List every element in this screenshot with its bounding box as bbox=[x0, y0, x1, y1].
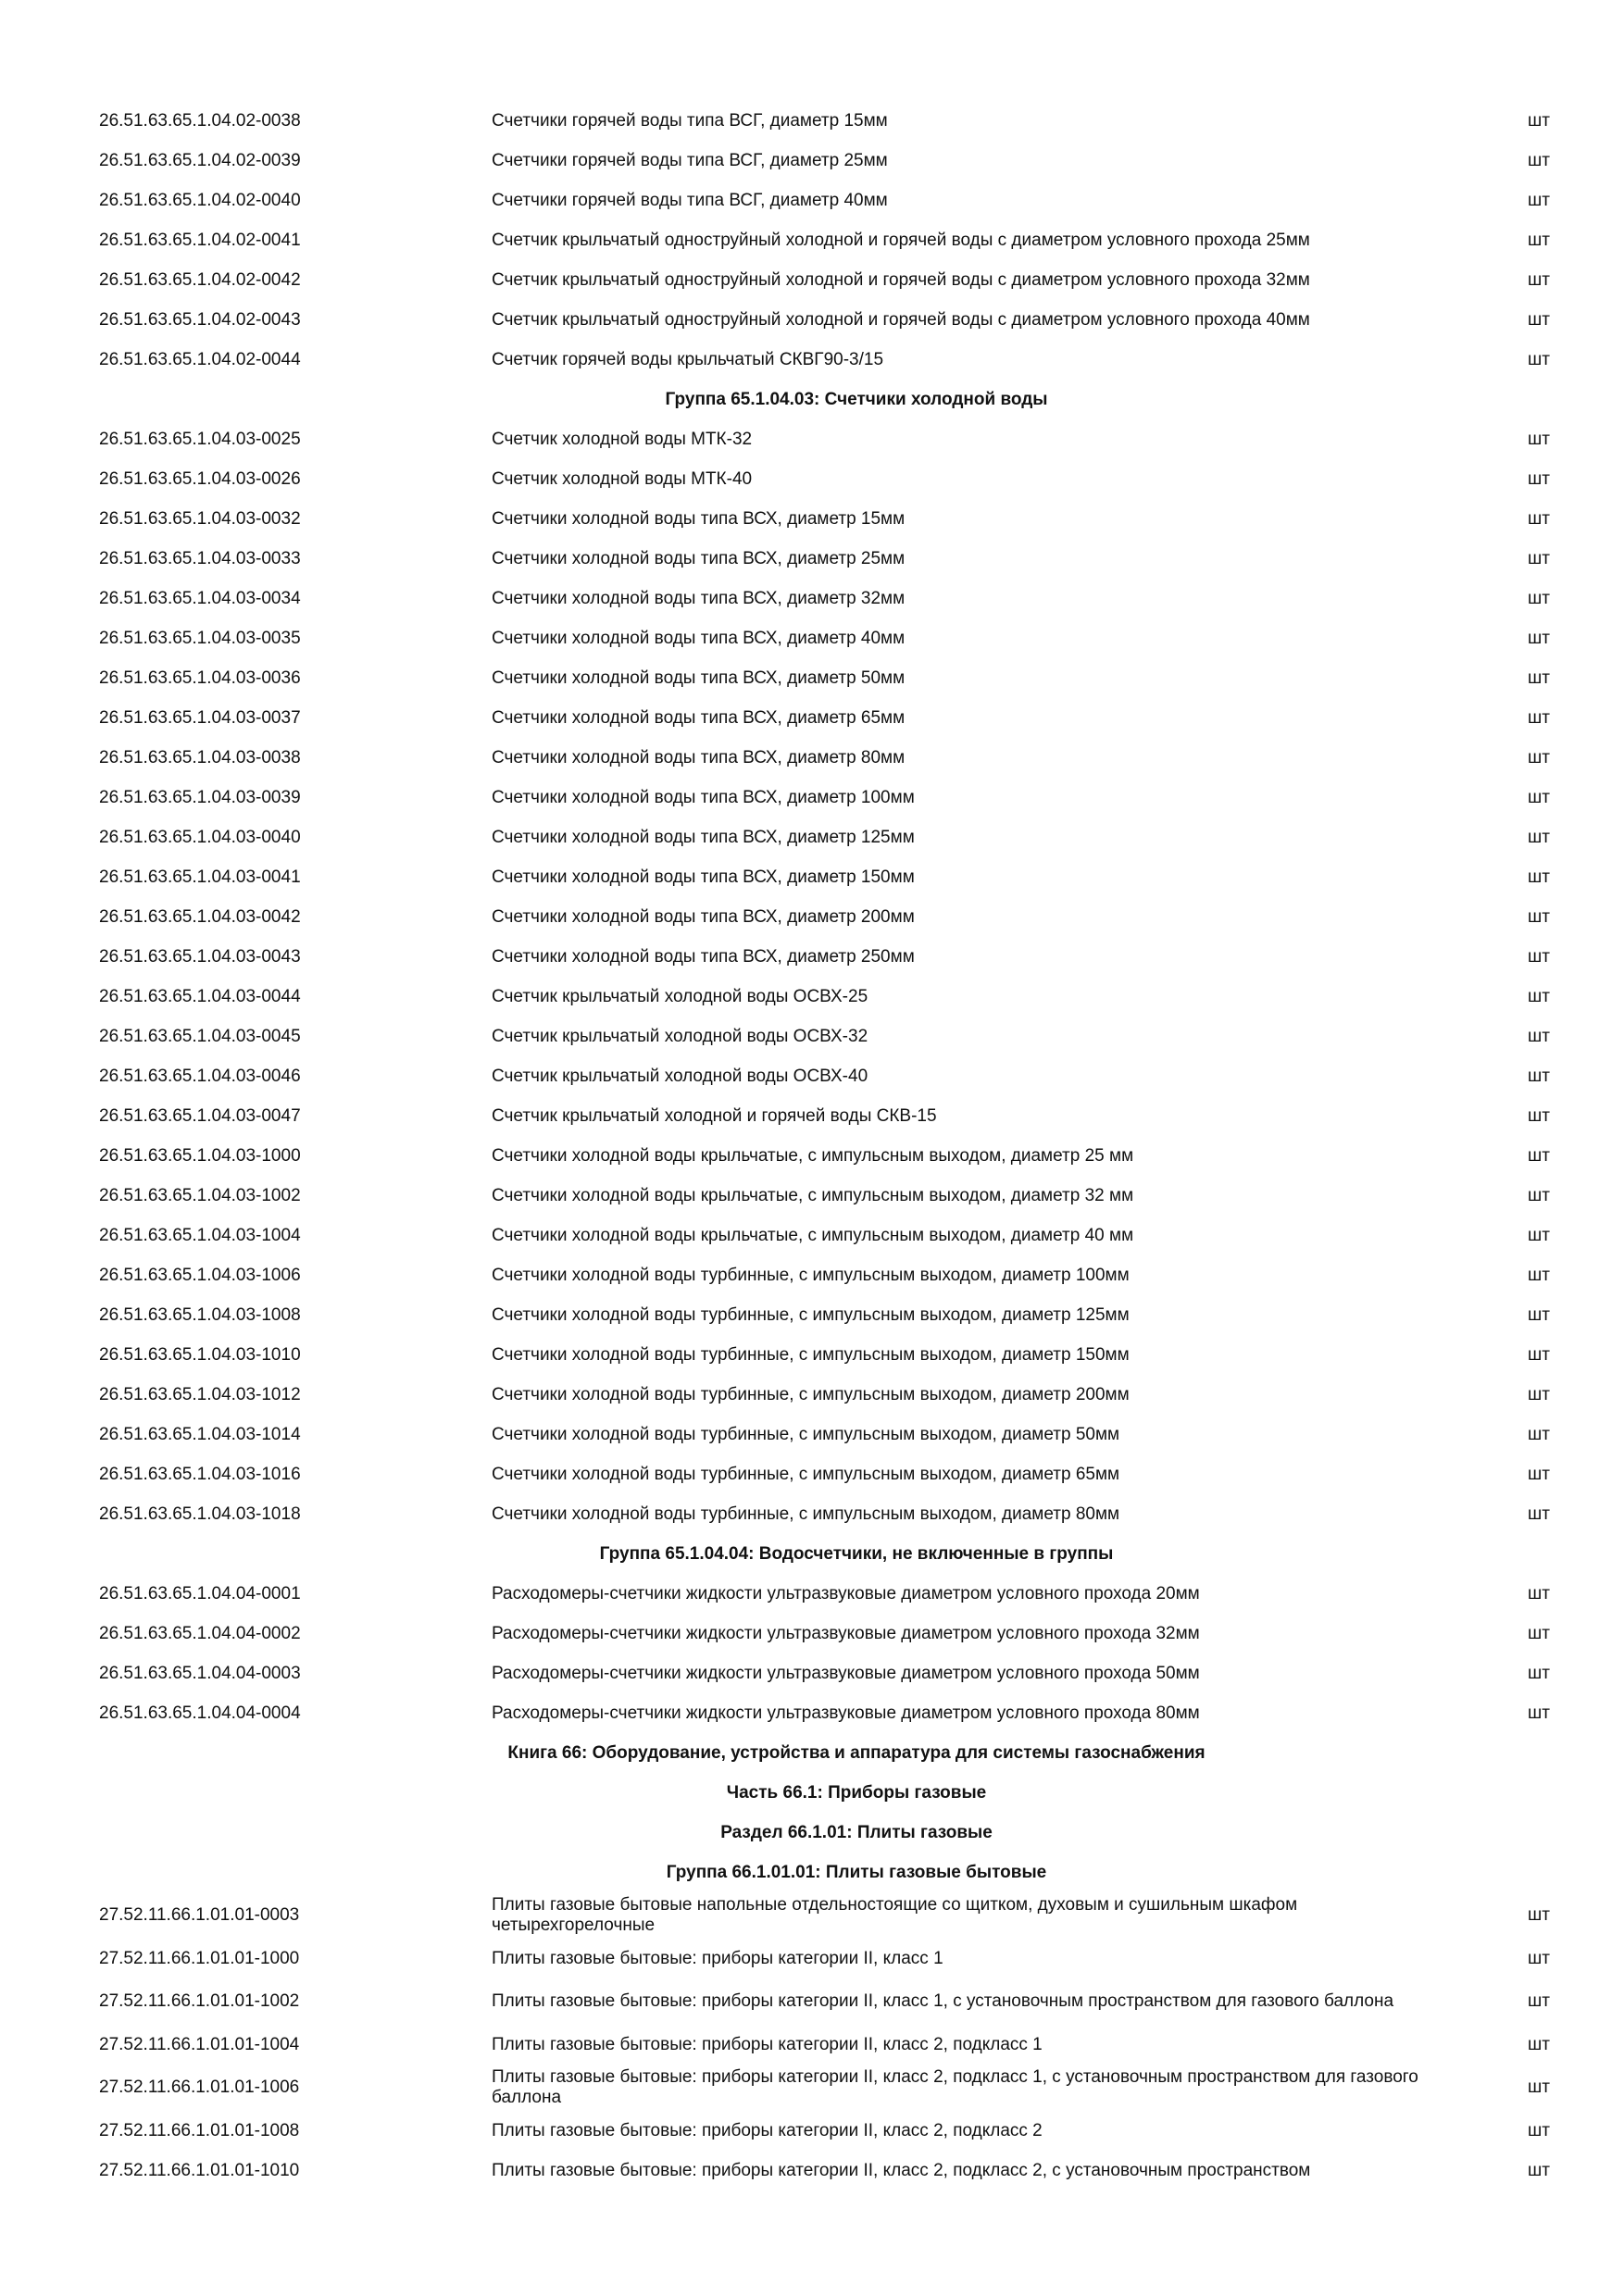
item-description: Счетчик холодной воды МТК-32 bbox=[492, 429, 753, 449]
table-row bbox=[0, 1653, 1624, 1693]
item-description: Счетчики горячей воды типа ВСГ, диаметр 25мм bbox=[492, 150, 888, 170]
item-code: 26.51.63.65.1.04.03-0045 bbox=[99, 1026, 301, 1046]
item-code: 26.51.63.65.1.04.04-0001 bbox=[99, 1583, 301, 1603]
item-unit: шт bbox=[1528, 867, 1550, 887]
item-code: 26.51.63.65.1.04.03-1002 bbox=[99, 1185, 301, 1205]
item-description: Счетчик крыльчатый холодной и горячей воды СКВ-15 bbox=[492, 1105, 937, 1126]
table-row bbox=[0, 1892, 1624, 1939]
item-description: Счетчики холодной воды типа ВСХ, диаметр 40мм bbox=[492, 628, 906, 648]
item-unit: шт bbox=[1528, 548, 1550, 568]
item-description: Счетчики холодной воды крыльчатые, с импульсным выходом, диаметр 25 мм bbox=[492, 1145, 1134, 1166]
section-heading: Книга 66: Оборудование, устройства и аппаратура для системы газоснабжения bbox=[507, 1743, 1206, 1763]
item-description: Счетчики холодной воды типа ВСХ, диаметр 15мм bbox=[492, 508, 906, 529]
table-row bbox=[0, 340, 1624, 380]
table-row bbox=[0, 499, 1624, 539]
item-code: 26.51.63.65.1.04.03-1014 bbox=[99, 1424, 301, 1444]
table-row bbox=[0, 1415, 1624, 1454]
table-row bbox=[0, 897, 1624, 937]
item-unit: шт bbox=[1528, 668, 1550, 688]
item-description: Расходомеры-счетчики жидкости ультразвуковые диаметром условного прохода 20мм bbox=[492, 1583, 1200, 1603]
table-row bbox=[0, 459, 1624, 499]
item-unit: шт bbox=[1528, 1464, 1550, 1484]
item-unit: шт bbox=[1528, 150, 1550, 170]
item-code: 26.51.63.65.1.04.03-0025 bbox=[99, 429, 301, 449]
item-unit: шт bbox=[1528, 628, 1550, 648]
section-heading: Группа 65.1.04.04: Водосчетчики, не включенные в группы bbox=[599, 1544, 1114, 1564]
table-row bbox=[0, 1494, 1624, 1534]
item-code: 26.51.63.65.1.04.02-0039 bbox=[99, 150, 301, 170]
item-description: Плиты газовые бытовые: приборы категории II, класс 1, с установочным пространством для газового баллона bbox=[492, 1991, 1394, 2011]
item-code: 26.51.63.65.1.04.03-0044 bbox=[99, 986, 301, 1006]
item-code: 26.51.63.65.1.04.03-1006 bbox=[99, 1265, 301, 1285]
item-unit: шт bbox=[1528, 1703, 1550, 1723]
table-row bbox=[0, 1574, 1624, 1614]
item-code: 26.51.63.65.1.04.03-0042 bbox=[99, 906, 301, 927]
table-row bbox=[0, 1255, 1624, 1295]
item-description: Счетчик крыльчатый холодной воды ОСВХ-25 bbox=[492, 986, 868, 1006]
table-row bbox=[0, 141, 1624, 181]
item-code: 26.51.63.65.1.04.03-1010 bbox=[99, 1344, 301, 1365]
table-row bbox=[0, 260, 1624, 300]
item-code: 27.52.11.66.1.01.01-1010 bbox=[99, 2160, 300, 2180]
table-row bbox=[0, 2151, 1624, 2190]
table-row bbox=[0, 220, 1624, 260]
item-description: Счетчики холодной воды турбинные, с импульсным выходом, диаметр 80мм bbox=[492, 1504, 1120, 1524]
item-code: 26.51.63.65.1.04.03-0036 bbox=[99, 668, 301, 688]
table-row bbox=[0, 1056, 1624, 1096]
item-description: Счетчики холодной воды турбинные, с импульсным выходом, диаметр 150мм bbox=[492, 1344, 1130, 1365]
item-unit: шт bbox=[1528, 508, 1550, 529]
table-row bbox=[0, 419, 1624, 459]
item-description: Счетчик крыльчатый одноструйный холодной и горячей воды с диаметром условного прохода 25мм bbox=[492, 230, 1310, 250]
item-code: 27.52.11.66.1.01.01-1002 bbox=[99, 1991, 300, 2011]
item-unit: шт bbox=[1528, 1905, 1550, 1925]
item-description: Счетчики холодной воды типа ВСХ, диаметр 50мм bbox=[492, 668, 906, 688]
item-description: Счетчик горячей воды крыльчатый СКВГ90-3/15 bbox=[492, 349, 884, 369]
item-unit: шт bbox=[1528, 946, 1550, 967]
table-row bbox=[0, 857, 1624, 897]
item-description: Счетчики холодной воды крыльчатые, с импульсным выходом, диаметр 32 мм bbox=[492, 1185, 1134, 1205]
item-description: Плиты газовые бытовые: приборы категории II, класс 2, подкласс 2 bbox=[492, 2120, 1043, 2140]
item-unit: шт bbox=[1528, 190, 1550, 210]
item-description: Счетчики холодной воды типа ВСХ, диаметр 25мм bbox=[492, 548, 906, 568]
item-unit: шт bbox=[1528, 1304, 1550, 1325]
table-row bbox=[0, 2111, 1624, 2151]
item-unit: шт bbox=[1528, 2120, 1550, 2140]
item-description: Счетчики холодной воды типа ВСХ, диаметр 150мм bbox=[492, 867, 915, 887]
item-code: 26.51.63.65.1.04.03-1004 bbox=[99, 1225, 301, 1245]
item-unit: шт bbox=[1528, 1948, 1550, 1968]
item-description: Счетчики холодной воды типа ВСХ, диаметр 32мм bbox=[492, 588, 906, 608]
item-code: 26.51.63.65.1.04.03-0035 bbox=[99, 628, 301, 648]
item-description: Расходомеры-счетчики жидкости ультразвуковые диаметром условного прохода 32мм bbox=[492, 1623, 1200, 1643]
table-row bbox=[0, 2065, 1624, 2111]
table-row bbox=[0, 1454, 1624, 1494]
item-unit: шт bbox=[1528, 269, 1550, 290]
item-unit: шт bbox=[1528, 747, 1550, 767]
item-unit: шт bbox=[1528, 110, 1550, 131]
item-code: 26.51.63.65.1.04.03-0026 bbox=[99, 468, 301, 489]
item-code: 26.51.63.65.1.04.03-1016 bbox=[99, 1464, 301, 1484]
item-code: 26.51.63.65.1.04.03-0039 bbox=[99, 787, 301, 807]
item-description: Счетчики холодной воды типа ВСХ, диаметр 125мм bbox=[492, 827, 915, 847]
table-row bbox=[0, 1096, 1624, 1136]
item-unit: шт bbox=[1528, 1026, 1550, 1046]
item-code: 26.51.63.65.1.04.02-0041 bbox=[99, 230, 301, 250]
item-description: Счетчики холодной воды типа ВСХ, диаметр 80мм bbox=[492, 747, 906, 767]
item-description: Счетчик крыльчатый одноструйный холодной и горячей воды с диаметром условного прохода 32мм bbox=[492, 269, 1310, 290]
table-row bbox=[0, 539, 1624, 579]
item-code: 26.51.63.65.1.04.03-0047 bbox=[99, 1105, 301, 1126]
table-row bbox=[0, 300, 1624, 340]
table-row bbox=[0, 1614, 1624, 1653]
item-description: Расходомеры-счетчики жидкости ультразвуковые диаметром условного прохода 50мм bbox=[492, 1663, 1200, 1683]
item-description: Счетчики холодной воды турбинные, с импульсным выходом, диаметр 100мм bbox=[492, 1265, 1130, 1285]
item-code: 26.51.63.65.1.04.03-0040 bbox=[99, 827, 301, 847]
item-description: Счетчики холодной воды типа ВСХ, диаметр 65мм bbox=[492, 707, 906, 728]
item-unit: шт bbox=[1528, 230, 1550, 250]
item-description: Счетчики холодной воды крыльчатые, с импульсным выходом, диаметр 40 мм bbox=[492, 1225, 1134, 1245]
item-description: Плиты газовые бытовые: приборы категории II, класс 2, подкласс 2, с установочным пространством bbox=[492, 2160, 1311, 2180]
table-row bbox=[0, 2025, 1624, 2065]
item-code: 26.51.63.65.1.04.03-0032 bbox=[99, 508, 301, 529]
table-row bbox=[0, 1216, 1624, 1255]
item-unit: шт bbox=[1528, 1384, 1550, 1404]
item-unit: шт bbox=[1528, 1623, 1550, 1643]
item-unit: шт bbox=[1528, 1424, 1550, 1444]
item-unit: шт bbox=[1528, 1185, 1550, 1205]
item-unit: шт bbox=[1528, 986, 1550, 1006]
item-description: Счетчик крыльчатый одноструйный холодной и горячей воды с диаметром условного прохода 40мм bbox=[492, 309, 1310, 330]
item-unit: шт bbox=[1528, 1145, 1550, 1166]
item-description: Счетчики холодной воды турбинные, с импульсным выходом, диаметр 200мм bbox=[492, 1384, 1130, 1404]
item-unit: шт bbox=[1528, 1663, 1550, 1683]
item-code: 26.51.63.65.1.04.04-0003 bbox=[99, 1663, 301, 1683]
item-description: Счетчик холодной воды МТК-40 bbox=[492, 468, 753, 489]
item-code: 26.51.63.65.1.04.03-0041 bbox=[99, 867, 301, 887]
table-row bbox=[0, 579, 1624, 618]
section-heading: Группа 65.1.04.03: Счетчики холодной воды bbox=[665, 390, 1048, 409]
item-unit: шт bbox=[1528, 1344, 1550, 1365]
item-code: 26.51.63.65.1.04.03-0034 bbox=[99, 588, 301, 608]
table-row bbox=[0, 977, 1624, 1017]
item-unit: шт bbox=[1528, 429, 1550, 449]
section-heading: Группа 66.1.01.01: Плиты газовые бытовые bbox=[666, 1863, 1047, 1882]
item-description: Счетчики холодной воды типа ВСХ, диаметр 250мм bbox=[492, 946, 915, 967]
item-description: Плиты газовые бытовые: приборы категории II, класс 2, подкласс 1 bbox=[492, 2034, 1043, 2054]
table-row bbox=[0, 937, 1624, 977]
item-code: 27.52.11.66.1.01.01-1006 bbox=[99, 2078, 300, 2097]
item-unit: шт bbox=[1528, 2034, 1550, 2054]
item-description: Плиты газовые бытовые: приборы категории II, класс 2, подкласс 1, с установочным пространством для газового баллона bbox=[492, 2067, 1418, 2107]
item-unit: шт bbox=[1528, 2160, 1550, 2180]
item-description: Расходомеры-счетчики жидкости ультразвуковые диаметром условного прохода 80мм bbox=[492, 1703, 1200, 1723]
table-row bbox=[0, 698, 1624, 738]
table-row bbox=[0, 658, 1624, 698]
item-description: Счетчики горячей воды типа ВСГ, диаметр 15мм bbox=[492, 110, 888, 131]
item-code: 26.51.63.65.1.04.02-0038 bbox=[99, 110, 301, 131]
item-unit: шт bbox=[1528, 1265, 1550, 1285]
item-description: Счетчики холодной воды турбинные, с импульсным выходом, диаметр 65мм bbox=[492, 1464, 1120, 1484]
section-heading: Раздел 66.1.01: Плиты газовые bbox=[720, 1823, 993, 1842]
item-code: 26.51.63.65.1.04.03-0033 bbox=[99, 548, 301, 568]
item-unit: шт bbox=[1528, 1991, 1550, 2011]
item-code: 27.52.11.66.1.01.01-1000 bbox=[99, 1948, 300, 1968]
item-unit: шт bbox=[1528, 349, 1550, 369]
item-code: 26.51.63.65.1.04.04-0002 bbox=[99, 1623, 301, 1643]
table-row bbox=[0, 817, 1624, 857]
item-unit: шт bbox=[1528, 906, 1550, 927]
item-unit: шт bbox=[1528, 1504, 1550, 1524]
item-code: 26.51.63.65.1.04.03-0046 bbox=[99, 1066, 301, 1086]
item-code: 26.51.63.65.1.04.03-0037 bbox=[99, 707, 301, 728]
item-code: 26.51.63.65.1.04.02-0042 bbox=[99, 269, 301, 290]
item-code: 26.51.63.65.1.04.02-0043 bbox=[99, 309, 301, 330]
item-unit: шт bbox=[1528, 1105, 1550, 1126]
item-description: Плиты газовые бытовые: приборы категории II, класс 1 bbox=[492, 1948, 943, 1968]
item-unit: шт bbox=[1528, 827, 1550, 847]
item-code: 26.51.63.65.1.04.03-1018 bbox=[99, 1504, 301, 1524]
item-unit: шт bbox=[1528, 1583, 1550, 1603]
table-row bbox=[0, 1939, 1624, 1978]
table-row bbox=[0, 1375, 1624, 1415]
item-unit: шт bbox=[1528, 707, 1550, 728]
item-description: Счетчики горячей воды типа ВСГ, диаметр 40мм bbox=[492, 190, 888, 210]
table-row bbox=[0, 1017, 1624, 1056]
item-code: 26.51.63.65.1.04.03-0043 bbox=[99, 946, 301, 967]
item-description: Счетчики холодной воды типа ВСХ, диаметр 200мм bbox=[492, 906, 915, 927]
table-row bbox=[0, 1978, 1624, 2025]
item-unit: шт bbox=[1528, 309, 1550, 330]
item-unit: шт bbox=[1528, 468, 1550, 489]
item-code: 26.51.63.65.1.04.03-1000 bbox=[99, 1145, 301, 1166]
table-row bbox=[0, 101, 1624, 141]
item-code: 26.51.63.65.1.04.04-0004 bbox=[99, 1703, 301, 1723]
item-code: 26.51.63.65.1.04.03-1012 bbox=[99, 1384, 301, 1404]
item-description: Счетчики холодной воды типа ВСХ, диаметр 100мм bbox=[492, 787, 915, 807]
item-description: Счетчик крыльчатый холодной воды ОСВХ-40 bbox=[492, 1066, 868, 1086]
item-unit: шт bbox=[1528, 2078, 1550, 2097]
table-row bbox=[0, 1176, 1624, 1216]
item-code: 26.51.63.65.1.04.03-1008 bbox=[99, 1304, 301, 1325]
section-heading: Часть 66.1: Приборы газовые bbox=[726, 1783, 987, 1803]
item-description: Счетчики холодной воды турбинные, с импульсным выходом, диаметр 50мм bbox=[492, 1424, 1120, 1444]
item-description: Счетчик крыльчатый холодной воды ОСВХ-32 bbox=[492, 1026, 868, 1046]
item-code: 27.52.11.66.1.01.01-1004 bbox=[99, 2034, 300, 2054]
item-unit: шт bbox=[1528, 588, 1550, 608]
table-row bbox=[0, 778, 1624, 817]
item-code: 26.51.63.65.1.04.02-0040 bbox=[99, 190, 301, 210]
item-unit: шт bbox=[1528, 1066, 1550, 1086]
table-row bbox=[0, 1335, 1624, 1375]
item-unit: шт bbox=[1528, 787, 1550, 807]
table-row bbox=[0, 1136, 1624, 1176]
item-description: Плиты газовые бытовые напольные отдельностоящие со щитком, духовым и сушильным шкафом четырехгорелочные bbox=[492, 1895, 1298, 1935]
table-row bbox=[0, 1693, 1624, 1733]
table-row bbox=[0, 618, 1624, 658]
table-row bbox=[0, 181, 1624, 220]
item-code: 27.52.11.66.1.01.01-0003 bbox=[99, 1905, 300, 1925]
item-description: Счетчики холодной воды турбинные, с импульсным выходом, диаметр 125мм bbox=[492, 1304, 1130, 1325]
item-code: 26.51.63.65.1.04.02-0044 bbox=[99, 349, 301, 369]
item-unit: шт bbox=[1528, 1225, 1550, 1245]
item-code: 27.52.11.66.1.01.01-1008 bbox=[99, 2120, 300, 2140]
table-row bbox=[0, 1295, 1624, 1335]
table-row bbox=[0, 738, 1624, 778]
item-code: 26.51.63.65.1.04.03-0038 bbox=[99, 747, 301, 767]
